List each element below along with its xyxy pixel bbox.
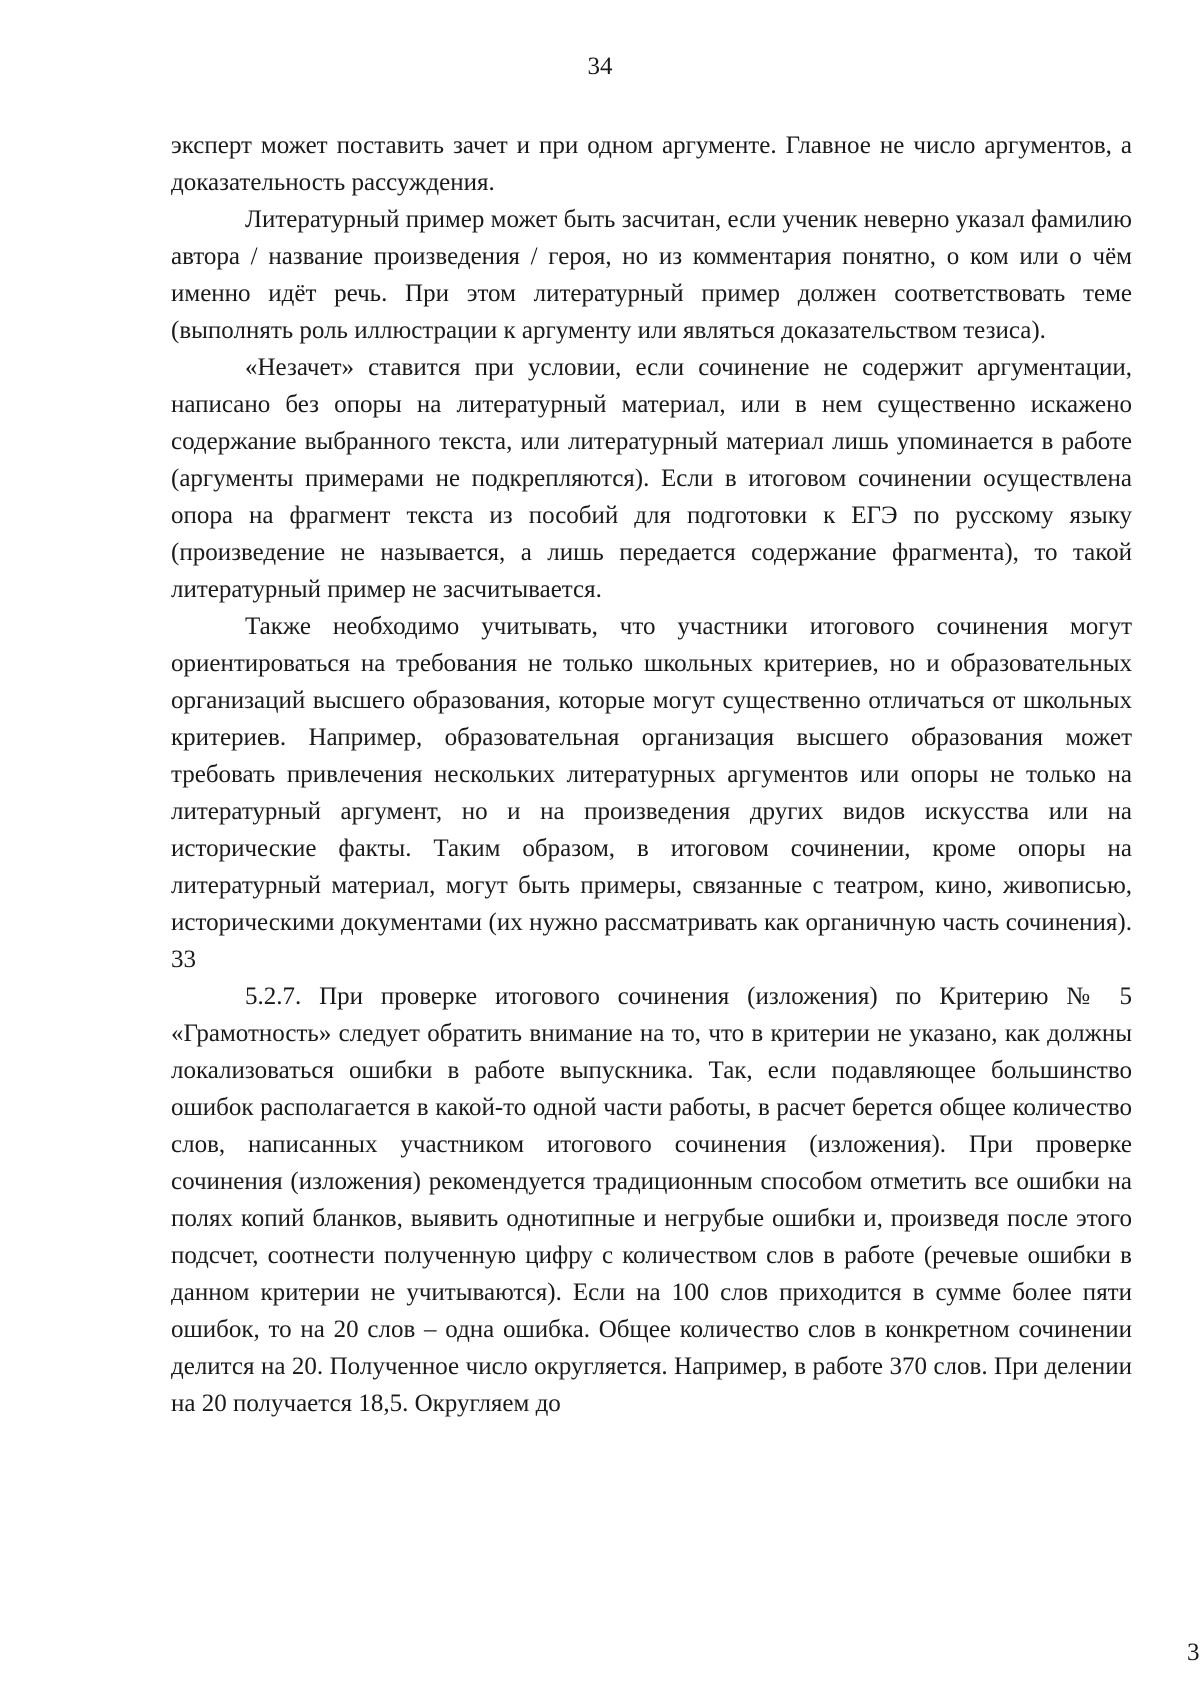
paragraph-literary-example: Литературный пример может быть засчитан, если ученик неверно указал фамилию автора / название произведения / героя, но из комментария понятно, о ком или о чём именно идёт речь. При этом литературный пример должен соответствовать теме (выполнять роль иллюстрации к аргументу или являться доказательством тезиса). [171, 206, 1132, 344]
paragraph-continuation: эксперт может поставить зачет и при одном аргументе. Главное не число аргументов, а доказательность рассуждения. [171, 132, 1132, 196]
page-number: 34 [587, 53, 613, 80]
edge-page-mark: 3 [1187, 1639, 1200, 1666]
paragraph-literacy-criterion: 5.2.7. При проверке итогового сочинения (изложения) по Критерию № 5 «Грамотность» следует обратить внимание на то, что в критерии не указано, как должны локализоваться ошибки в работе выпускника. Так, если подавляющее большинство ошибок располагается в какой-то одной части работы, в расчет берется общее количество слов, написанных участником итогового сочинения (изложения). При проверке сочинения (изложения) рекомендуется традиционным способом отметить все ошибки на полях копий бланков, выявить однотипные и негрубые ошибки и, произведя после этого подсчет, соотнести полученную цифру с количеством слов в работе (речевые ошибки в данном критерии не учитываются). Если на 100 слов приходится в сумме более пяти ошибок, то на 20 слов – одна ошибка. Общее количество слов в конкретном сочинении делится на 20. Полученное число округляется. Например, в работе 370 слов. При делении на 20 получается 18,5. Округляем до [171, 983, 1132, 1417]
paragraph-university-requirements: Также необходимо учитывать, что участники итогового сочинения могут ориентироваться на требования не только школьных критериев, но и образовательных организаций высшего образования, которые могут существенно отличаться от школьных критериев. Например, образовательная организация высшего образования может требовать привлечения нескольких литературных аргументов или опоры не только на литературный аргумент, но и на произведения других видов искусства или на исторические факты. Таким образом, в итоговом сочинении, кроме опоры на литературный материал, могут быть примеры, связанные с театром, кино, живописью, историческими документами (их нужно рассматривать как органичную часть сочинения). 33 [171, 613, 1132, 973]
document-body [171, 127, 1132, 1422]
paragraph-fail-conditions: «Незачет» ставится при условии, если сочинение не содержит аргументации, написано без опоры на литературный материал, или в нем существенно искажено содержание выбранного текста, или литературный материал лишь упоминается в работе (аргументы примерами не подкрепляются). Если в итоговом сочинении осуществлена опора на фрагмент текста из пособий для подготовки к ЕГЭ по русскому языку (произведение не называется, а лишь передается содержание фрагмента), то такой литературный пример не засчитывается. [171, 354, 1132, 603]
